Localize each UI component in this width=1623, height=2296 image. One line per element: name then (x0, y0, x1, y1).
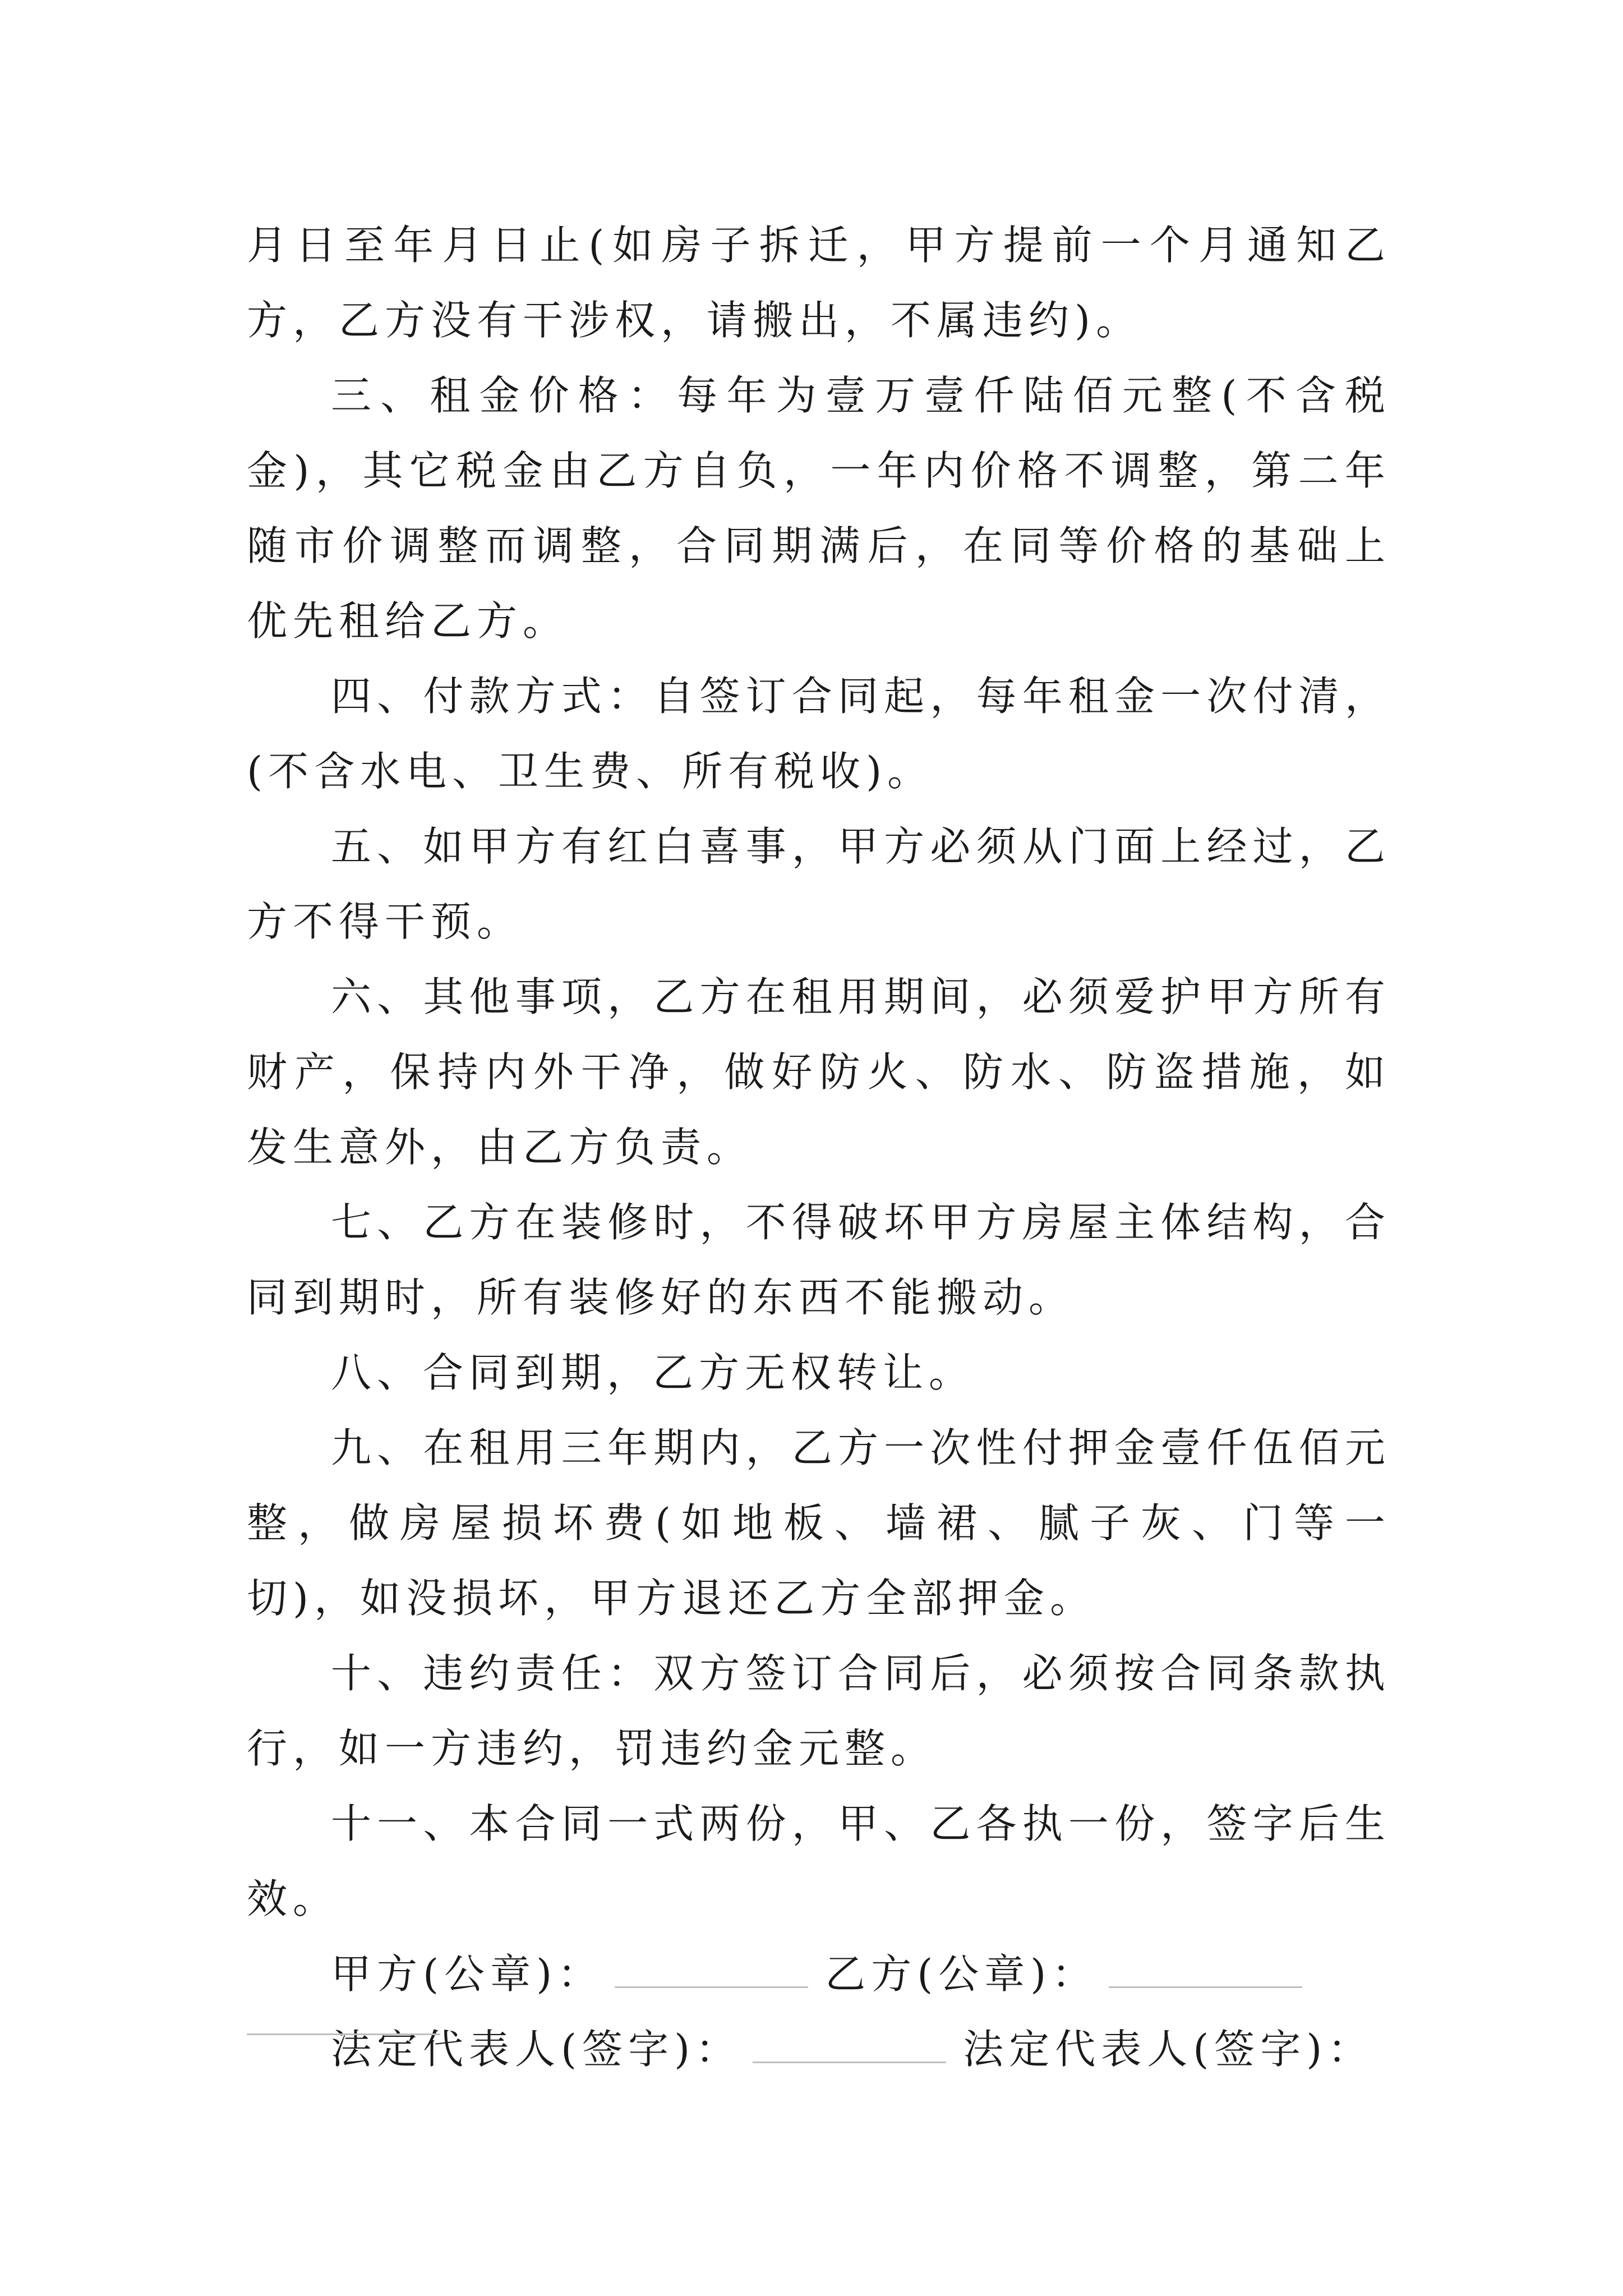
party-b-rep-label: 法定代表人(签字)： (963, 2026, 1374, 2073)
party-a-rep-label: 法定代表人(签字)： (331, 2026, 742, 2073)
party-b-seal-label: 乙方(公章)： (825, 1950, 1098, 1998)
paragraph-renovation: 七、乙方在装修时，不得破坏甲方房屋主体结构，合同到期时，所有装修好的东西不能搬动。 (247, 1199, 1391, 1321)
footnote-separator (247, 2033, 440, 2035)
paragraph-other-matters: 六、其他事项，乙方在租用期间，必须爱护甲方所有财产，保持内外干净，做好防火、防水、防盗措施，如发生意外，由乙方负责。 (247, 973, 1391, 1171)
party-a-seal-label: 甲方(公章)： (331, 1950, 604, 1998)
paragraph-events: 五、如甲方有红白喜事，甲方必须从门面上经过，乙方不得干预。 (247, 823, 1391, 945)
paragraph-copies: 十一、本合同一式两份，甲、乙各执一份，签字后生效。 (247, 1800, 1391, 1922)
party-a-rep-blank[interactable] (753, 2021, 946, 2063)
party-b-seal-blank[interactable] (1109, 1946, 1302, 1988)
paragraph-term-continuation: 月日至年月日止(如房子拆迁，甲方提前一个月通知乙方，乙方没有干涉权，请搬出，不属违约)。 (247, 222, 1391, 344)
paragraph-deposit: 九、在租用三年期内，乙方一次性付押金壹仟伍佰元整，做房屋损坏费(如地板、墙裙、腻子灰、门等一切)，如没损坏，甲方退还乙方全部押金。 (247, 1424, 1391, 1622)
paragraph-rent-price: 三、租金价格：每年为壹万壹仟陆佰元整(不含税金)，其它税金由乙方自负，一年内价格不调整，第二年随市价调整而调整，合同期满后，在同等价格的基础上优先租给乙方。 (247, 372, 1391, 645)
paragraph-no-transfer: 八、合同到期，乙方无权转让。 (331, 1349, 975, 1396)
representative-signature-line (247, 2012, 1391, 2087)
party-a-seal-blank[interactable] (615, 1946, 808, 1988)
contract-body (247, 208, 1391, 2087)
seal-signature-line (247, 1936, 1391, 2012)
paragraph-breach-liability: 十、违约责任：双方签订合同后，必须按合同条款执行，如一方违约，罚违约金元整。 (247, 1650, 1391, 1772)
paragraph-payment-method: 四、付款方式：自签订合同起，每年租金一次付清，(不含水电、卫生费、所有税收)。 (247, 673, 1391, 795)
